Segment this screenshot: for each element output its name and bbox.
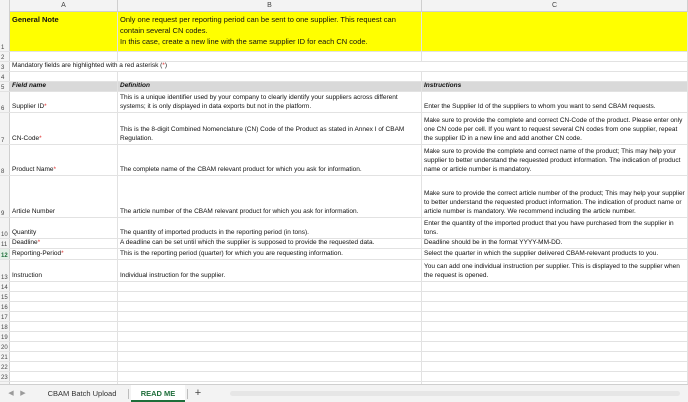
definition-cell[interactable]: This is the reporting period (quarter) for which you are requesting information.: [118, 249, 422, 259]
field-name-cell[interactable]: [10, 113, 118, 144]
definition-header[interactable]: Definition: [118, 82, 422, 91]
cell[interactable]: [10, 52, 118, 61]
table-row: [0, 176, 688, 218]
field-name-cell[interactable]: [10, 249, 118, 259]
definition-cell[interactable]: The article number of the CBAM relevant product for which you ask for information.: [118, 176, 422, 217]
mandatory-note-before: Mandatory fields are highlighted with a red asterisk (: [12, 62, 163, 69]
tab-divider: [187, 389, 188, 399]
general-note-title[interactable]: General Note: [10, 12, 118, 51]
row-number[interactable]: 4: [0, 72, 10, 81]
field-name-cell[interactable]: [10, 260, 118, 281]
row-number[interactable]: 1: [0, 12, 10, 51]
row-number-selected[interactable]: 12: [0, 249, 10, 259]
mandatory-note-after: ): [164, 62, 167, 69]
cell[interactable]: [422, 372, 688, 381]
table-header-row: [0, 82, 688, 92]
empty-row: [0, 332, 688, 342]
field-name-header[interactable]: Field name: [10, 82, 118, 91]
empty-row: [0, 362, 688, 372]
cell[interactable]: [422, 12, 688, 51]
cell[interactable]: [118, 352, 422, 361]
empty-row: [0, 282, 688, 292]
field-name-cell[interactable]: [10, 176, 118, 217]
cell[interactable]: [422, 332, 688, 341]
field-name: [12, 102, 115, 111]
cell[interactable]: [422, 282, 688, 291]
mandatory-note-text: [12, 61, 167, 70]
cell[interactable]: [10, 342, 118, 351]
cell[interactable]: [118, 52, 422, 61]
empty-row: [0, 292, 688, 302]
row-number[interactable]: 7: [0, 113, 10, 144]
empty-row: [0, 372, 688, 382]
table-row: [0, 218, 688, 239]
cell[interactable]: [10, 282, 118, 291]
row-number[interactable]: 2: [0, 52, 10, 61]
empty-row: [0, 352, 688, 362]
instructions-cell[interactable]: Deadline should be in the format YYYY-MM-DD.: [422, 239, 688, 248]
table-row: [0, 260, 688, 282]
definition-cell[interactable]: The quantity of imported products in the reporting period (in tons).: [118, 218, 422, 238]
red-asterisk: *: [162, 62, 165, 69]
general-note-line: Only one request per reporting period can be sent to one supplier. This request can: [120, 15, 396, 24]
field-name-text: Product Name: [12, 166, 54, 173]
cell[interactable]: [10, 72, 118, 81]
column-header-b[interactable]: B: [118, 0, 422, 12]
field-name-text: Instruction: [12, 272, 42, 279]
cell[interactable]: [422, 312, 688, 321]
row-number[interactable]: 22: [0, 362, 10, 371]
horizontal-scrollbar[interactable]: [230, 391, 680, 396]
general-note-row: [0, 12, 688, 52]
red-asterisk: *: [44, 103, 47, 110]
cell[interactable]: [10, 312, 118, 321]
general-note-line: contain several CN codes.: [120, 26, 208, 35]
field-name-text: Reporting-Period: [12, 250, 62, 257]
instructions-cell[interactable]: Enter the quantity of the imported product that you have purchased from the supplier in tons.: [422, 218, 688, 238]
instructions-cell[interactable]: Make sure to provide the complete and correct name of the product; This may help your supplier to better understand the requested product information. The indication of product name or article number is mandatory.: [422, 145, 688, 175]
cell[interactable]: [422, 302, 688, 311]
instructions-cell[interactable]: Make sure to provide the correct article number of the product; This may help your supplier to better understand the requested product information. The indication of product name or article number is mandatory. We recommend including the article number.: [422, 176, 688, 217]
field-name: [12, 134, 115, 143]
field-name-text: Deadline: [12, 239, 38, 246]
cell[interactable]: [118, 362, 422, 371]
row-number[interactable]: 15: [0, 292, 10, 301]
general-note-text[interactable]: [118, 12, 422, 51]
sheet-tab-bar: [0, 384, 688, 402]
scroll-tabs-left-icon[interactable]: ◀: [8, 390, 14, 397]
field-name: [12, 207, 115, 216]
cell[interactable]: [10, 302, 118, 311]
row-number[interactable]: 14: [0, 282, 10, 291]
add-sheet-icon[interactable]: +: [194, 387, 202, 399]
row-number[interactable]: 6: [0, 92, 10, 112]
cell[interactable]: [10, 372, 118, 381]
tab-cbam-batch-upload[interactable]: CBAM Batch Upload: [47, 389, 117, 398]
scroll-tabs-right-icon[interactable]: ▶: [20, 390, 26, 397]
cell[interactable]: [118, 372, 422, 381]
cell[interactable]: [118, 332, 422, 341]
general-note-line: In this case, create a new line with the same supplier ID for each CN code.: [120, 37, 368, 46]
cell[interactable]: [118, 322, 422, 331]
empty-row: [0, 342, 688, 352]
column-header-bar: [0, 0, 688, 12]
definition-cell[interactable]: Individual instruction for the supplier.: [118, 260, 422, 281]
cell[interactable]: [10, 322, 118, 331]
instructions-cell[interactable]: You can add one individual instruction per supplier. This is displayed to the supplier when the request is opened.: [422, 260, 688, 281]
cell[interactable]: [118, 312, 422, 321]
cell[interactable]: [10, 292, 118, 301]
row-number[interactable]: 16: [0, 302, 10, 311]
table-row: [0, 92, 688, 113]
empty-row: [0, 322, 688, 332]
field-name-cell[interactable]: [10, 218, 118, 238]
row-number[interactable]: 8: [0, 145, 10, 175]
table-row: [0, 113, 688, 145]
field-name-cell[interactable]: [10, 239, 118, 248]
cell[interactable]: [422, 322, 688, 331]
row-number[interactable]: 17: [0, 312, 10, 321]
cell[interactable]: [118, 342, 422, 351]
column-header-c[interactable]: C: [422, 0, 688, 12]
cell[interactable]: [422, 342, 688, 351]
cell[interactable]: [10, 332, 118, 341]
column-header-a[interactable]: A: [10, 0, 118, 12]
cell[interactable]: [118, 282, 422, 291]
cell[interactable]: [10, 362, 118, 371]
cell[interactable]: [422, 52, 688, 61]
row-number[interactable]: 11: [0, 239, 10, 248]
mandatory-note-row: [0, 62, 688, 72]
tab-divider: [128, 389, 129, 399]
cell[interactable]: [422, 362, 688, 371]
instructions-cell[interactable]: Enter the Supplier Id of the suppliers to whom you want to send CBAM requests.: [422, 92, 688, 112]
row-number[interactable]: 3: [0, 62, 10, 71]
definition-cell[interactable]: This is a unique identifier used by your company to clearly identify your suppliers across different systems; it is only displayed in data exports but not in the platform.: [118, 92, 422, 112]
field-name: [12, 228, 115, 237]
cell[interactable]: [422, 62, 688, 71]
mandatory-note[interactable]: [10, 62, 167, 71]
empty-row: [0, 302, 688, 312]
red-asterisk: *: [61, 250, 64, 257]
field-name: [12, 238, 115, 247]
row-number[interactable]: 20: [0, 342, 10, 351]
instructions-cell[interactable]: Select the quarter in which the supplier delivered CBAM-relevant products to you.: [422, 249, 688, 259]
cell[interactable]: [422, 292, 688, 301]
empty-row: [0, 312, 688, 322]
table-row: [0, 145, 688, 176]
table-row: [0, 249, 688, 260]
field-name-text: Article Number: [12, 208, 55, 215]
row-number[interactable]: 21: [0, 352, 10, 361]
red-asterisk: *: [39, 135, 42, 142]
cell[interactable]: [118, 302, 422, 311]
cell[interactable]: [422, 72, 688, 81]
red-asterisk: *: [37, 239, 41, 246]
cell[interactable]: [422, 352, 688, 361]
tab-read-me[interactable]: READ ME: [131, 385, 185, 402]
field-name-text: Supplier ID: [12, 103, 45, 110]
row-number[interactable]: 13: [0, 260, 10, 281]
row-number[interactable]: 23: [0, 372, 10, 381]
definition-cell[interactable]: A deadline can be set until which the supplier is supposed to provide the requested data.: [118, 239, 422, 248]
instructions-cell[interactable]: Make sure to provide the complete and correct CN-Code of the product. Please enter only one CN code per cell. If you want to request several CN codes from one supplier, repeat the supplier ID in a new line and add another CN code.: [422, 113, 688, 144]
instructions-header[interactable]: Instructions: [422, 82, 688, 91]
definition-cell[interactable]: The complete name of the CBAM relevant product for which you ask for information.: [118, 145, 422, 175]
field-name-text: Quantity: [12, 229, 37, 236]
red-asterisk: *: [53, 166, 57, 173]
row-number[interactable]: 18: [0, 322, 10, 331]
row-number[interactable]: 10: [0, 218, 10, 238]
field-name: [12, 271, 115, 280]
row-number[interactable]: 9: [0, 176, 10, 217]
definition-cell[interactable]: This is the 8-digit Combined Nomenclature (CN) Code of the Product as stated in Annex I of CBAM Regulation.: [118, 113, 422, 144]
table-row: [0, 239, 688, 249]
field-name-cell[interactable]: [10, 92, 118, 112]
row-number[interactable]: 5: [0, 82, 10, 91]
field-name: [12, 165, 115, 174]
field-name-text: CN-Code: [12, 135, 40, 142]
select-all-corner[interactable]: [0, 0, 10, 12]
row-number[interactable]: 19: [0, 332, 10, 341]
field-name: [12, 249, 115, 258]
cell[interactable]: [10, 352, 118, 361]
cell[interactable]: [118, 72, 422, 81]
cell[interactable]: [118, 292, 422, 301]
field-name-cell[interactable]: [10, 145, 118, 175]
